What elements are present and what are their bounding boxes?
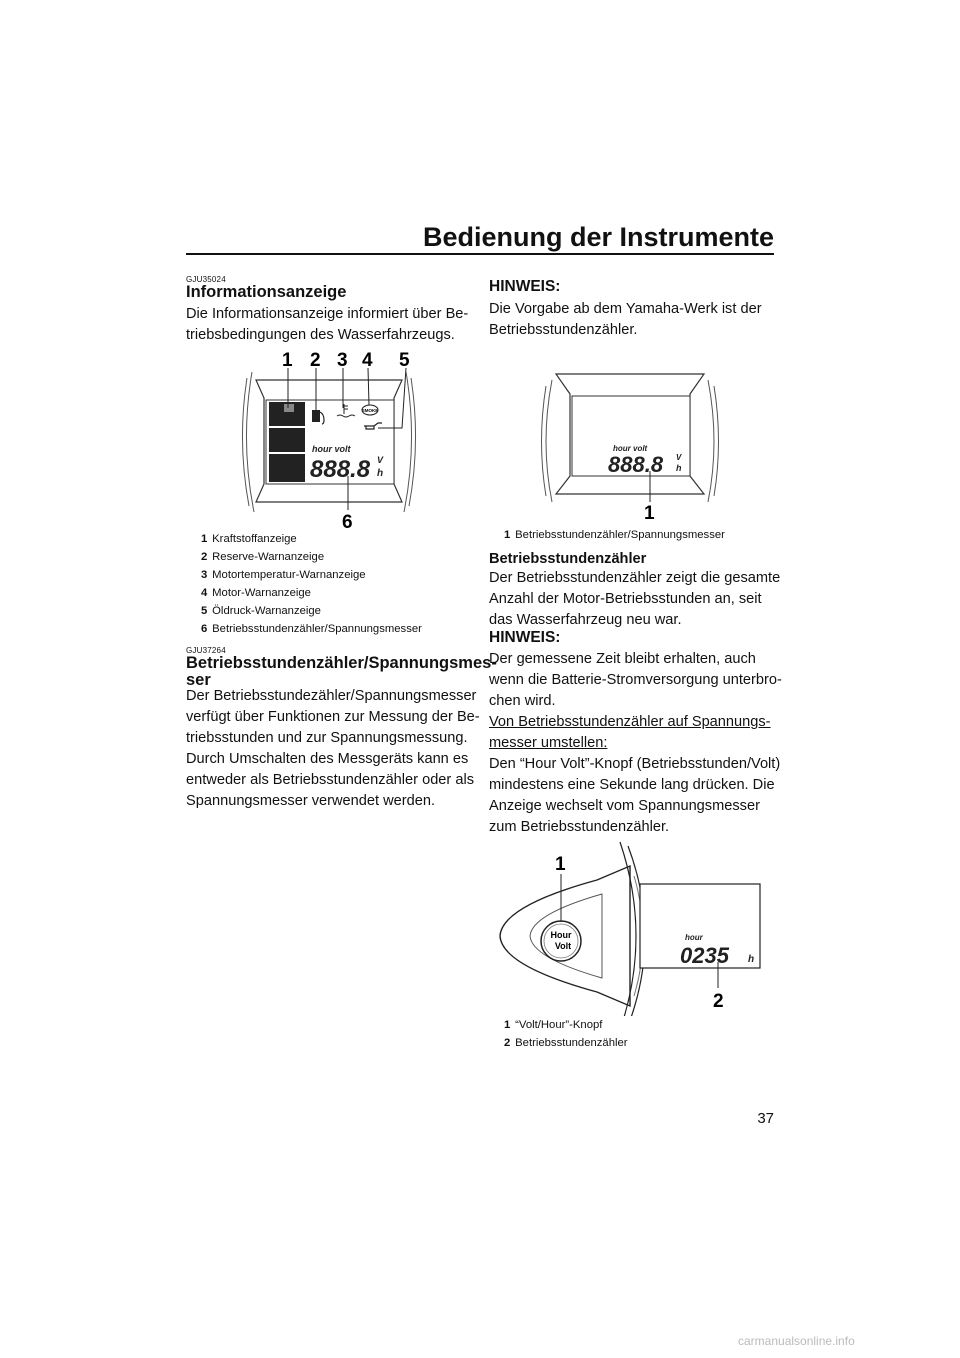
hour-meter-figure (540, 362, 720, 522)
callout-2: 2 (713, 991, 724, 1012)
bezel-line (546, 380, 552, 502)
section-heading (186, 655, 497, 689)
body-line: Der gemessene Zeit bleibt erhalten, auch (489, 651, 756, 667)
page-number: 37 (757, 1110, 774, 1127)
section-code: GJU37264 (186, 646, 226, 655)
page-title: Bedienung der Instrumente (422, 222, 774, 252)
heading-line: Betriebsstundenzähler/Spannungsmes- (186, 654, 497, 672)
subsection-body (489, 568, 780, 631)
smoke-text: SMOKE (361, 408, 379, 413)
bezel-line (409, 378, 416, 506)
unit-h: h (676, 463, 682, 473)
hinweis-label: HINWEIS: (489, 629, 561, 646)
unit-h: h (748, 954, 755, 965)
bezel-line (242, 378, 249, 506)
fuel-bar-segment (269, 428, 305, 452)
body-line: chen wird. (489, 693, 556, 709)
hour-label: hour (685, 933, 703, 942)
callout-2: 2 (310, 350, 321, 371)
hinweis-body (489, 299, 762, 341)
callout-1: 1 (644, 503, 655, 522)
body-line: triebsstunden und zur Spannungsmessung. (186, 730, 468, 746)
underlined-line: Von Betriebsstundenzähler auf Spannungs- (489, 714, 771, 730)
section-body (186, 686, 480, 812)
body-line: Die Vorgabe ab dem Yamaha-Werk ist der (489, 301, 762, 317)
callout-3: 3 (337, 350, 348, 371)
bezel-line (714, 386, 719, 496)
legend-item: 1 Betriebsstundenzähler/Spannungsmesser (504, 529, 725, 541)
body-line: wenn die Batterie-Stromversorgung unterbro- (489, 672, 782, 688)
callout-5: 5 (399, 350, 410, 371)
legend-item: 1 Kraftstoffanzeige (201, 533, 297, 545)
unit-h: h (377, 468, 384, 479)
body-line: Betriebsstundenzähler. (489, 322, 638, 338)
legend-item: 4 Motor-Warnanzeige (201, 587, 311, 599)
figure-legend (504, 1016, 628, 1052)
figure-legend (504, 526, 725, 544)
unit-v: V (676, 453, 682, 462)
body-line: Der Betriebsstundenzähler zeigt die gesamte (489, 570, 781, 586)
legend-item: 2 Betriebsstundenzähler (504, 1037, 628, 1049)
section-heading: Informationsanzeige (186, 283, 347, 301)
body-line: verfügt über Funktionen zur Messung der Be- (186, 709, 480, 725)
title-rule (186, 253, 774, 255)
underlined-line: messer umstellen: (489, 735, 608, 751)
section-body (186, 304, 468, 346)
body-line: triebsbedingungen des Wasserfahrzeugs. (186, 327, 455, 343)
body-line: Durch Umschalten des Messgeräts kann es (186, 751, 469, 767)
unit-v: V (377, 455, 384, 465)
body-line: Den “Hour Volt”-Knopf (Betriebsstunden/Volt) (489, 756, 781, 772)
callout-1: 1 (282, 350, 293, 371)
bezel-line (542, 386, 547, 496)
watermark: carmanualsonline.info (738, 1334, 855, 1348)
hour-volt-label: hour volt (312, 444, 351, 454)
lcd-digits: 888.8 (608, 452, 664, 477)
body-line: Der Betriebsstundezähler/Spannungsmesser (186, 688, 477, 704)
figure-legend (201, 530, 422, 638)
subsection-heading: Betriebsstundenzähler (489, 551, 647, 567)
section-code: GJU35024 (186, 275, 226, 284)
legend-item: 3 Motortemperatur-Warnanzeige (201, 569, 366, 581)
body-line: zum Betriebsstundenzähler. (489, 819, 670, 835)
body-line: Spannungsmesser verwendet werden. (186, 793, 436, 809)
hour-volt-knob-figure (492, 836, 772, 1016)
body-line: entweder als Betriebsstundenzähler oder als (186, 772, 474, 788)
heading-line: ser (186, 671, 211, 689)
callout-6: 6 (342, 512, 353, 532)
bezel-line (708, 380, 714, 502)
hinweis-body (489, 649, 782, 838)
body-line: das Wasserfahrzeug neu war. (489, 612, 682, 628)
legend-item: 6 Betriebsstundenzähler/Spannungsmesser (201, 623, 422, 635)
body-line: Anzahl der Motor-Betriebsstunden an, seit (489, 591, 762, 607)
fuel-bar-highlight (284, 404, 294, 412)
body-line: Die Informationsanzeige informiert über Be- (186, 306, 469, 322)
legend-item: 2 Reserve-Warnanzeige (201, 551, 325, 563)
legend-item: 1 “Volt/Hour”-Knopf (504, 1019, 603, 1031)
hour-volt-label: hour volt (613, 444, 648, 453)
lcd-digits: 888.8 (310, 456, 371, 483)
body-line: mindestens eine Sekunde lang drücken. Die (489, 777, 775, 793)
instrument-display-figure (238, 342, 420, 532)
legend-item: 5 Öldruck-Warnanzeige (201, 605, 321, 617)
callout-1: 1 (555, 854, 566, 875)
button-label-volt: Volt (554, 941, 572, 951)
bezel-line (246, 372, 254, 512)
body-line: Anzeige wechselt vom Spannungsmesser (489, 798, 760, 814)
fuel-bar-segment (269, 454, 305, 482)
button-label-hour: Hour (550, 930, 572, 940)
bezel-line (404, 372, 412, 512)
hinweis-label: HINWEIS: (489, 278, 561, 295)
callout-4: 4 (362, 350, 373, 371)
lcd-digits: 0235 (680, 943, 729, 968)
